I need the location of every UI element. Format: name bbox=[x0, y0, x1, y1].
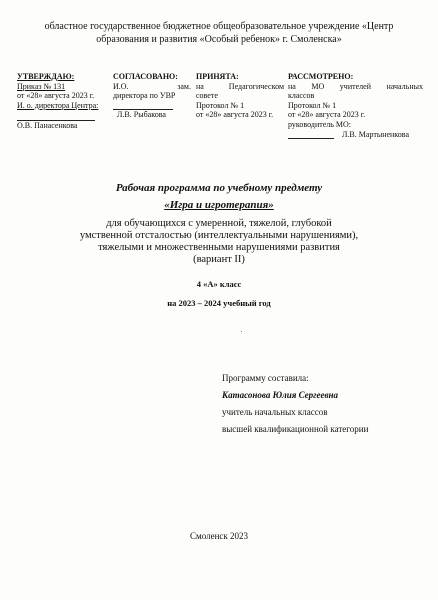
reviewed-line1-w4: начальных bbox=[386, 81, 423, 91]
description-line2: умственной отсталостью (интеллектуальными нарушениями), bbox=[79, 230, 359, 241]
program-title: Рабочая программа по учебному предмету bbox=[115, 182, 323, 194]
agreed-signature-line bbox=[113, 101, 191, 111]
reviewed-block bbox=[288, 72, 423, 139]
description-line1: для обучающихся с умеренной, тяжелой, глубокой bbox=[106, 218, 332, 229]
accepted-protocol: Протокол № 1 bbox=[196, 100, 245, 110]
description-line4: (вариант II) bbox=[193, 254, 245, 265]
agreed-heading: СОГЛАСОВАНО: bbox=[113, 72, 178, 81]
reviewed-line1 bbox=[288, 82, 423, 92]
reviewed-line2: классов bbox=[288, 91, 315, 101]
class-label: 4 «А» класс bbox=[196, 279, 242, 289]
agreed-block bbox=[113, 72, 191, 120]
agreed-role-left: И.О. bbox=[113, 81, 129, 91]
reviewed-role: руководитель МО: bbox=[288, 119, 352, 129]
reviewed-date: от «28» августа 2023 г. bbox=[288, 110, 366, 120]
approved-order: Приказ № 131 bbox=[17, 81, 66, 91]
accepted-line1 bbox=[196, 82, 284, 92]
author-block bbox=[222, 370, 368, 438]
agreed-role-line bbox=[113, 82, 191, 92]
approved-block bbox=[17, 72, 109, 131]
scan-dot bbox=[241, 331, 242, 332]
approved-role: И. о. директора Центра: bbox=[17, 100, 99, 110]
accepted-heading: ПРИНЯТА: bbox=[196, 72, 239, 81]
reviewed-name: Л.В. Мартыненкова bbox=[342, 129, 410, 139]
accepted-date: от «28» августа 2023 г. bbox=[196, 110, 274, 120]
reviewed-line1-w1: на bbox=[288, 81, 296, 91]
accepted-line2: совете bbox=[196, 91, 218, 101]
reviewed-line1-w3: учителей bbox=[339, 81, 371, 91]
academic-year: на 2023 – 2024 учебный год bbox=[167, 298, 271, 308]
author-name: Катасонова Юлия Сергеевна bbox=[222, 390, 338, 400]
approved-signature-line bbox=[17, 110, 109, 121]
agreed-name: Л.В. Рыбакова bbox=[117, 110, 166, 120]
author-position: учитель начальных классов bbox=[222, 407, 328, 417]
reviewed-protocol: Протокол № 1 bbox=[288, 100, 337, 110]
author-category: высшей квалификационной категории bbox=[222, 424, 369, 434]
agreed-role-line2: директора по УВР bbox=[113, 91, 176, 101]
approved-date: от «28» августа 2023 г. bbox=[17, 91, 95, 101]
reviewed-signature-line bbox=[288, 136, 334, 139]
description-line3: тяжелыми и множественными нарушениями развития bbox=[98, 242, 340, 253]
reviewed-line1-w2: МО bbox=[311, 81, 325, 91]
accepted-line1-left: на bbox=[196, 81, 204, 91]
approved-heading: УТВЕРЖДАЮ: bbox=[17, 72, 75, 81]
approved-name: О.В. Панасенкова bbox=[17, 121, 78, 131]
accepted-block bbox=[196, 72, 284, 120]
accepted-line1-right: Педагогическом bbox=[228, 81, 284, 91]
reviewed-signature-row bbox=[288, 130, 423, 140]
city-year: Смоленск 2023 bbox=[190, 531, 248, 541]
organization-header: областное государственное бюджетное общеобразовательное учреждение «Центр образования и развития «Особый ребенок» г. Смоленска» bbox=[44, 21, 394, 45]
program-description bbox=[0, 218, 438, 266]
agreed-role-right: зам. bbox=[177, 81, 191, 91]
reviewed-heading: РАССМОТРЕНО: bbox=[288, 72, 354, 81]
author-label: Программу составила: bbox=[222, 373, 309, 383]
subject-title: «Игра и игротерапия» bbox=[164, 199, 274, 211]
